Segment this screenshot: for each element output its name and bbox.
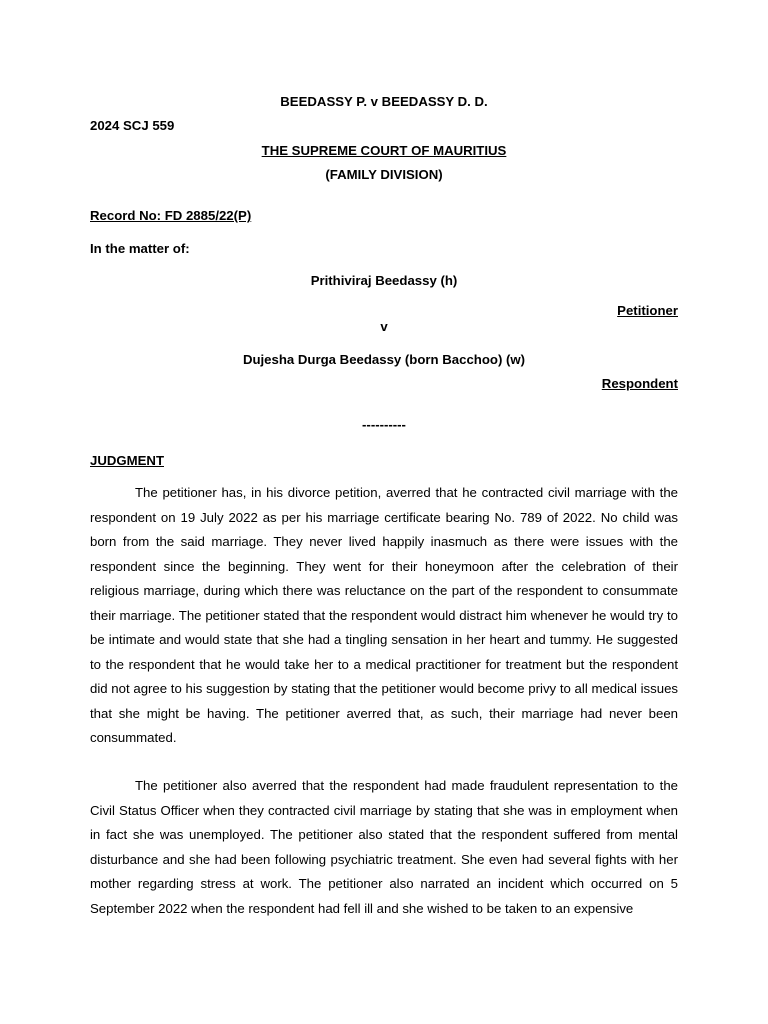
court-name: THE SUPREME COURT OF MAURITIUS — [261, 143, 507, 158]
judgment-paragraph-2: The petitioner also averred that the respondent had made fraudulent representation to the Civil Status Officer when they contracted civil marriage by stating that she was in employment when in fact she was unemployed. The petitioner also stated that the respondent suffered from mental disturbance and she had been following psychiatric treatment. She even had several fights with her mother regarding stress at work. The petitioner also narrated an incident which occurred on 5 September 2022 when the respondent had fell ill and she wished to be taken to an expensive — [90, 778, 678, 916]
case-title: BEEDASSY P. v BEEDASSY D. D. — [280, 94, 488, 109]
record-number: Record No: FD 2885/22(P) — [90, 208, 252, 223]
petitioner-name: Prithiviraj Beedassy (h) — [310, 273, 458, 288]
petitioner-role: Petitioner — [617, 303, 678, 318]
matter-intro: In the matter of: — [90, 241, 190, 256]
respondent-role: Respondent — [601, 376, 678, 391]
judgment-heading: JUDGMENT — [90, 453, 164, 468]
respondent-name: Dujesha Durga Beedassy (born Bacchoo) (w) — [242, 352, 526, 367]
court-division: (FAMILY DIVISION) — [325, 167, 443, 182]
versus: v — [380, 319, 388, 334]
judgment-paragraph-1: The petitioner has, in his divorce petition, averred that he contracted civil marriage with the respondent on 19 July 2022 as per his marriage certificate bearing No. 789 of 2022. No child was born from the said marriage. They never lived happily inasmuch as there were issues with the respondent since the beginning. They went for their honeymoon after the celebration of their religious marriage, during which there was reluctance on the part of the respondent to consummate their marriage. The petitioner stated that the respondent would distract him whenever he would try to be intimate and would state that she had a tingling sensation in her heart and tummy. He suggested to the respondent that he would take her to a medical practitioner for treatment but the respondent did not agree to his suggestion by stating that the petitioner would become privy to all medical issues that she might be having. The petitioner averred that, as such, their marriage had never been consummated. — [90, 485, 678, 745]
separator: ---------- — [362, 417, 406, 432]
citation: 2024 SCJ 559 — [90, 118, 175, 133]
